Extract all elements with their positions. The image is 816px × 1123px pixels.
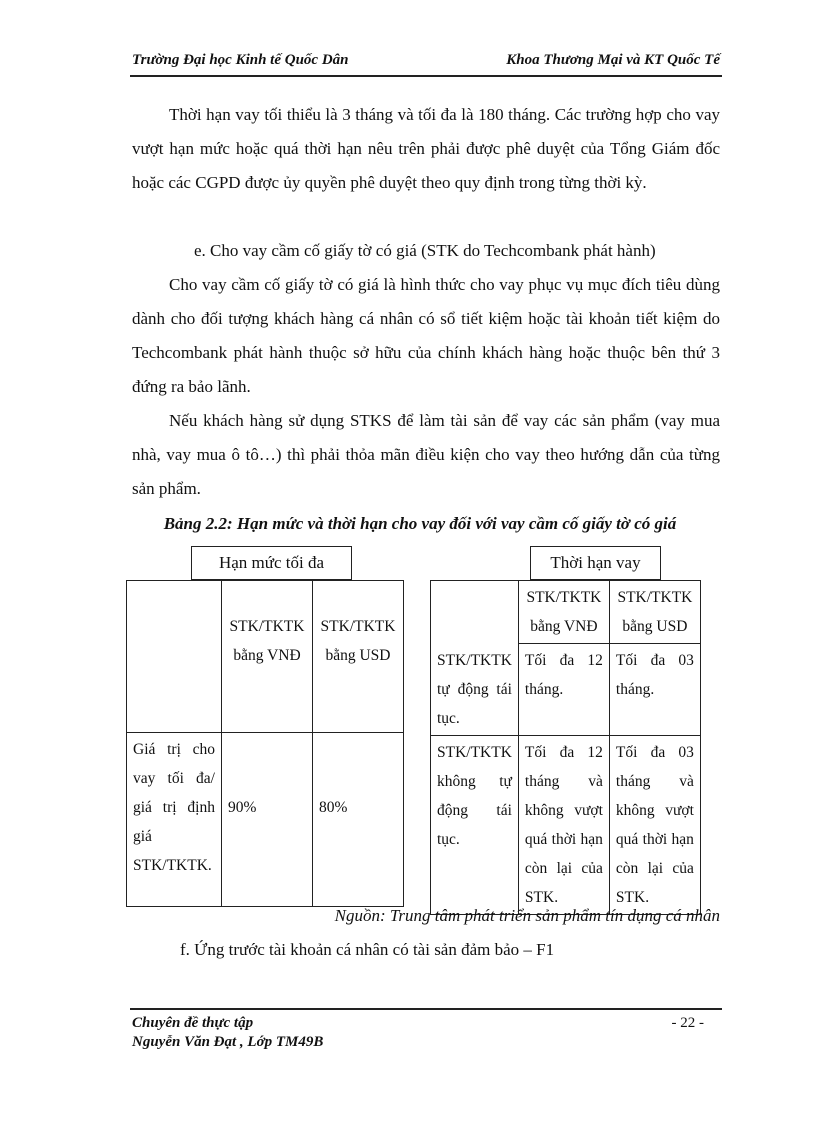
table-row — [431, 644, 701, 736]
term-table — [430, 580, 701, 915]
paragraph-stks-conditions: Nếu khách hàng sử dụng STKS để làm tài sản để vay các sản phẩm (vay mua nhà, vay mua ô tô…) thì phải thỏa mãn điều kiện cho vay theo hướng dẫn của từng sản phẩm. — [132, 411, 720, 498]
table-cell-empty — [127, 581, 222, 733]
right-table-header: Thời hạn vay — [530, 546, 661, 580]
table-cell-empty — [431, 581, 519, 644]
section-heading-f: f. Ứng trước tài khoản cá nhân có tài sản đảm bảo – F1 — [180, 940, 555, 959]
page-footer — [132, 1014, 720, 1052]
table-row — [431, 735, 701, 914]
paragraph-loan-term: Thời hạn vay tối thiểu là 3 tháng và tối đa là 180 tháng. Các trường hợp cho vay vượt hạn mức hoặc quá thời hạn nêu trên phải được phê duyệt của Tổng Giám đốc hoặc các CGPD được ủy quyền phê duyệt theo quy định trong từng thời kỳ. — [132, 105, 720, 192]
footer-author: Nguyễn Văn Đạt , Lớp TM49B — [132, 1034, 324, 1050]
header-divider — [130, 75, 722, 77]
table-header-usd: STK/TKTK bằng USD — [313, 581, 404, 733]
table-row — [431, 581, 701, 644]
table-cell-vnd-term: Tối đa 12 tháng. — [518, 644, 609, 736]
header-university: Trường Đại học Kinh tế Quốc Dân — [132, 52, 349, 68]
table-header-vnd: STK/TKTK bằng VNĐ — [222, 581, 313, 733]
table-row-label: STK/TKTK không tự động tái tục. — [431, 735, 519, 914]
page-header — [132, 52, 720, 74]
table-caption: Bảng 2.2: Hạn mức và thời hạn cho vay đối với vay cầm cố giấy tờ có giá — [163, 514, 677, 533]
left-table-header: Hạn mức tối đa — [191, 546, 352, 580]
table-source: Nguồn: Trung tâm phát triển sản phẩm tín dụng cá nhân — [334, 906, 720, 925]
table-row — [127, 581, 404, 733]
paragraph-pledge-definition: Cho vay cầm cố giấy tờ có giá là hình thức cho vay phục vụ mục đích tiêu dùng dành cho đối tượng khách hàng cá nhân có sổ tiết kiệm hoặc tài khoản tiết kiệm do Techcombank phát hành thuộc sở hữu của chính khách hàng hoặc thuộc bên thứ 3 đứng ra bảo lãnh. — [132, 275, 720, 396]
table-cell-vnd-value: 90% — [222, 733, 313, 907]
page-number: - 22 - — [671, 1015, 704, 1031]
table-row-label: Giá trị cho vay tối đa/ giá trị định giá STK/TKTK. — [127, 733, 222, 907]
table-cell-usd-term: Tối đa 03 tháng. — [609, 644, 700, 736]
table-cell-usd-value: 80% — [313, 733, 404, 907]
table-header-vnd: STK/TKTK bằng VNĐ — [518, 581, 609, 644]
table-header-usd: STK/TKTK bằng USD — [609, 581, 700, 644]
footer-divider — [130, 1008, 722, 1010]
limit-table — [126, 580, 404, 907]
table-row-label: STK/TKTK tự động tái tục. — [431, 644, 519, 736]
footer-report-type: Chuyên đề thực tập — [132, 1015, 254, 1031]
table-cell-vnd-term: Tối đa 12 tháng và không vượt quá thời hạn còn lại của STK. — [518, 735, 609, 914]
section-heading-e: e. Cho vay cầm cố giấy tờ có giá (STK do Techcombank phát hành) — [194, 241, 656, 260]
table-row — [127, 733, 404, 907]
table-cell-usd-term: Tối đa 03 tháng và không vượt quá thời hạn còn lại của STK. — [609, 735, 700, 914]
header-faculty: Khoa Thương Mại và KT Quốc Tế — [506, 52, 720, 68]
